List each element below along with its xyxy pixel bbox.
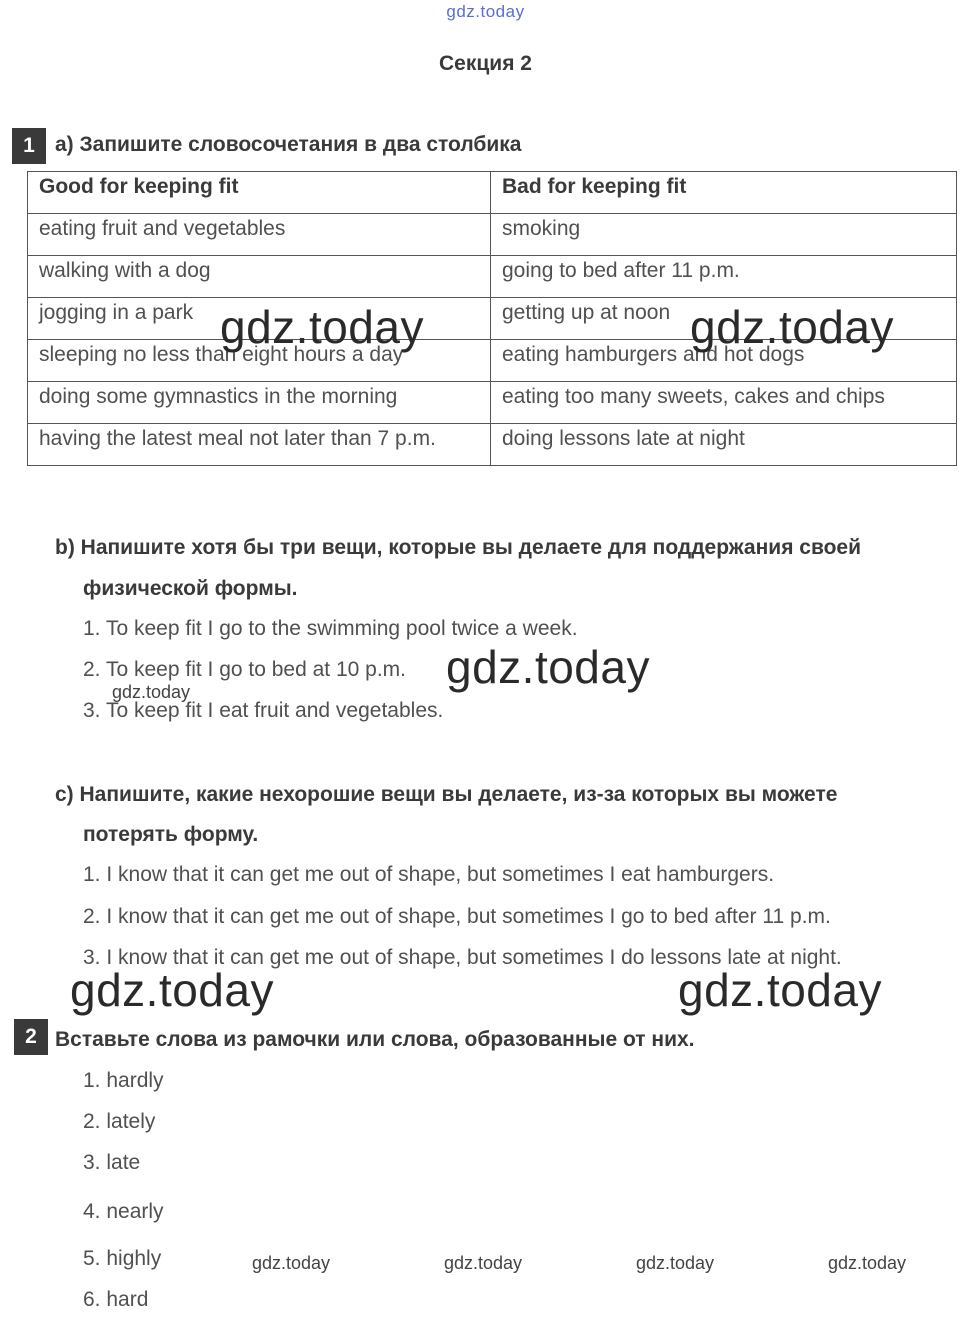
section-title: Секция 2 — [439, 52, 532, 75]
task2-item: 6. hard — [83, 1288, 149, 1311]
part-c-item: 1. I know that it can get me out of shape, but sometimes I eat hamburgers. — [83, 863, 775, 886]
top-watermark: gdz.today — [446, 2, 525, 21]
watermark: gdz.today — [70, 964, 274, 1016]
task2-number-badge: 2 — [14, 1019, 48, 1055]
table-cell: doing some gymnastics in the morning — [28, 382, 491, 424]
part-c-heading-line2: потерять форму. — [83, 823, 259, 846]
table-cell: eating hamburgers and hot dogs — [491, 340, 957, 382]
part-b-item: 1. To keep fit I go to the swimming pool twice a week. — [83, 617, 578, 640]
part-b-heading-line2: физической формы. — [83, 577, 298, 600]
table-row — [28, 214, 957, 256]
task2-heading: Вставьте слова из рамочки или слова, образованные от них. — [55, 1028, 695, 1051]
part-b-heading-line1: b) Напишите хотя бы три вещи, которые вы делаете для поддержания своей — [55, 536, 862, 559]
watermark: gdz.today — [444, 1253, 523, 1273]
table-cell: jogging in a park — [28, 298, 491, 340]
watermark: gdz.today — [112, 682, 191, 702]
task1-heading: а) Запишите словосочетания в два столбика — [55, 133, 522, 156]
task1-number-badge: 1 — [12, 128, 46, 164]
watermark: gdz.today — [636, 1253, 715, 1273]
table-row — [28, 256, 957, 298]
table-cell: smoking — [491, 214, 957, 256]
table-cell: having the latest meal not later than 7 p.m. — [28, 424, 491, 466]
task2-item: 4. nearly — [83, 1200, 164, 1223]
table-cell: going to bed after 11 p.m. — [491, 256, 957, 298]
watermark: gdz.today — [678, 964, 882, 1016]
table-header-bad: Bad for keeping fit — [491, 172, 957, 214]
part-c-heading-line1: c) Напишите, какие нехорошие вещи вы делаете, из-за которых вы можете — [55, 783, 838, 806]
table-cell: doing lessons late at night — [491, 424, 957, 466]
table-cell: getting up at noon — [491, 298, 957, 340]
task2-item: 3. late — [83, 1151, 141, 1174]
table-cell: walking with a dog — [28, 256, 491, 298]
watermark: gdz.today — [446, 641, 650, 693]
task2-item: 5. highly — [83, 1247, 162, 1270]
part-b-item: 2. To keep fit I go to bed at 10 p.m. — [83, 658, 406, 681]
part-c-item: 3. I know that it can get me out of shape, but sometimes I do lessons late at night. — [83, 946, 842, 969]
part-b-item: 3. To keep fit I eat fruit and vegetables. — [83, 699, 444, 722]
watermark: gdz.today — [690, 301, 894, 353]
table-cell: eating too many sweets, cakes and chips — [491, 382, 957, 424]
watermark: gdz.today — [220, 301, 424, 353]
watermark: gdz.today — [828, 1253, 907, 1273]
part-c-item: 2. I know that it can get me out of shape, but sometimes I go to bed after 11 p.m. — [83, 905, 831, 928]
table-row — [28, 424, 957, 466]
table-cell: eating fruit and vegetables — [28, 214, 491, 256]
task2-item: 1. hardly — [83, 1069, 164, 1092]
table-header-row — [28, 172, 957, 214]
task2-item: 2. lately — [83, 1110, 156, 1133]
table-cell: sleeping no less than eight hours a day — [28, 340, 491, 382]
table-row — [28, 382, 957, 424]
table-header-good: Good for keeping fit — [28, 172, 491, 214]
watermark: gdz.today — [252, 1253, 331, 1273]
